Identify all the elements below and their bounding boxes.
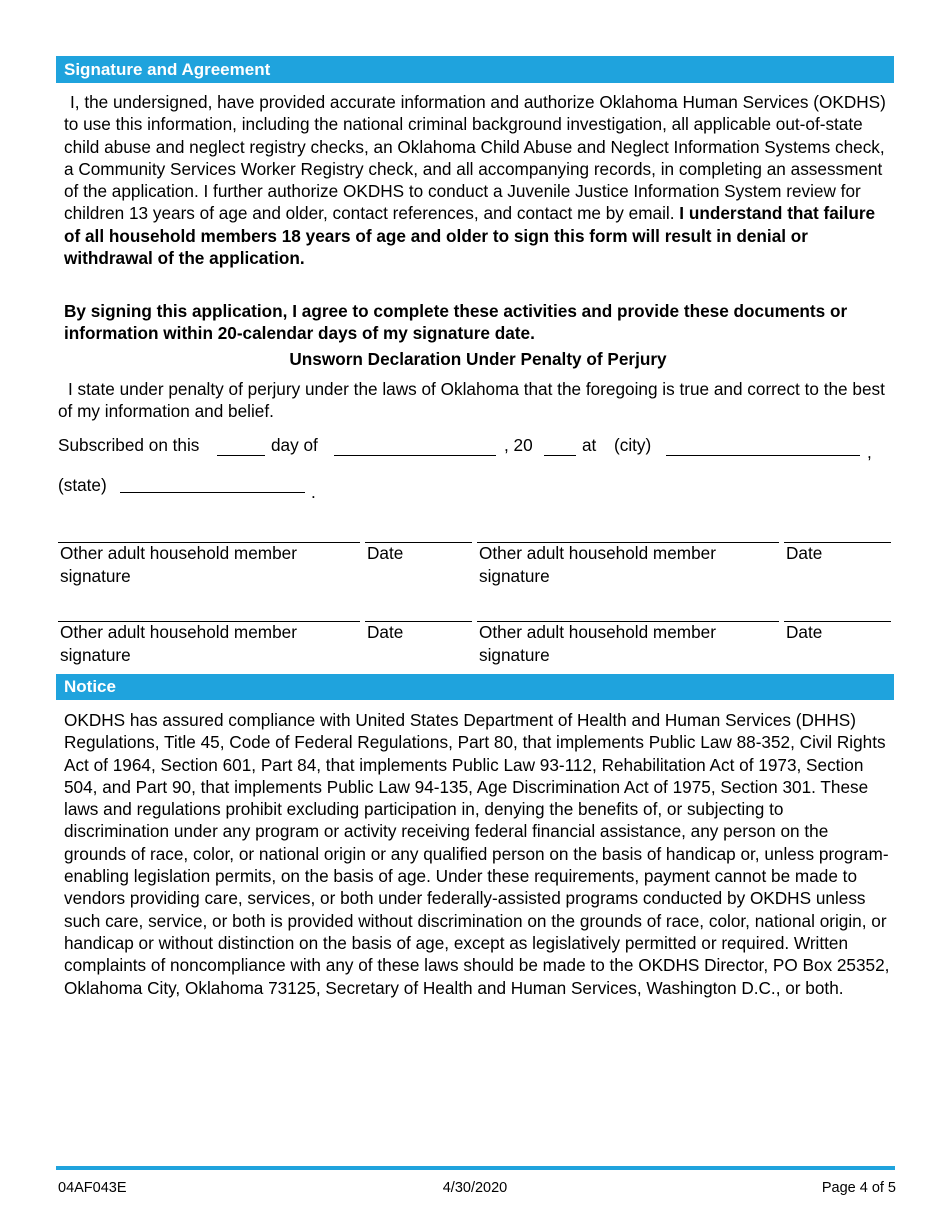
date-label-4: Date [786, 622, 823, 642]
subscribed-label: Subscribed on this [58, 435, 200, 455]
form-date: 4/30/2020 [442, 1180, 508, 1196]
city-label: (city) [614, 435, 652, 455]
agreement-paragraph [64, 300, 894, 345]
form-number: 04AF043E [58, 1180, 127, 1196]
agreement-text: By signing this application, I agree to complete these activities and provide these documents or information within 20-calendar days of my signature date. [64, 301, 848, 344]
section-header-signature-agreement [56, 56, 894, 83]
year-field[interactable] [544, 454, 576, 456]
city-comma: , [867, 442, 872, 462]
date-label-2: Date [786, 543, 823, 563]
signature-label-3: Other adult household member signature [60, 622, 297, 665]
date-label-3: Date [367, 622, 404, 642]
state-field[interactable] [120, 491, 305, 493]
state-period: . [311, 482, 316, 502]
date-label-1: Date [367, 543, 404, 563]
year-prefix-label: , 20 [504, 435, 533, 455]
declaration-title: Unsworn Declaration Under Penalty of Perjury [289, 349, 667, 369]
section-header-notice [56, 674, 894, 700]
signature-label-2: Other adult household member signature [479, 543, 716, 586]
notice-text: OKDHS has assured compliance with United States Department of Health and Human Services (DHHS) Regulations, Title 45, Code of Federal Regulations, Part 80, that implements Public Law 88-352, Civil Rights Act of 1964, Section 601, Part 84, that implements Public Law 93-112, Rehabilitation Act of 1973, Section 504, and Part 90, that implements Public Law 94-135, Age Discrimination Act of 1975, Section 301. These laws and regulations prohibit excluding participation in, denying the benefits of, or subjecting to discrimination under any program or activity receiving federal financial assistance, any person on the grounds of race, color, or national origin or any qualified person on the basis of handicap or, unless program-enabling legislation permits, on the basis of age. Under these requirements, payment cannot be made to vendors providing care, services, or both under federally-assisted programs conducted by OKDHS unless such care, service, or both is provided without discrimination on the grounds of race, color, national origin, or handicap or without distinction on the basis of age, except as legislatively permitted or required. Written complaints of noncompliance with any of these laws should be made to the OKDHS Director, PO Box 25352, Oklahoma City, Oklahoma 73125, Secretary of Health and Human Services, Washington D.C., or both. [64, 710, 890, 998]
section-header-text: Signature and Agreement [64, 60, 271, 79]
day-field[interactable] [217, 454, 265, 456]
footer-rule [56, 1166, 895, 1170]
authorization-warning: I understand that failure of all household members 18 years of age and older to sign this form will result in denial or withdrawal of the application. [64, 203, 876, 269]
signature-label-4: Other adult household member signature [479, 622, 716, 665]
city-field[interactable] [666, 454, 860, 456]
declaration-text: I state under penalty of perjury under the laws of Oklahoma that the foregoing is true and correct to the best of my information and belief. [58, 379, 885, 422]
state-label: (state) [58, 475, 107, 495]
month-field[interactable] [334, 454, 496, 456]
page-number: Page 4 of 5 [821, 1180, 896, 1196]
notice-header-text: Notice [64, 677, 116, 696]
day-of-label: day of [271, 435, 318, 455]
at-label: at [582, 435, 597, 455]
signature-label-1: Other adult household member signature [60, 543, 297, 586]
authorization-paragraph [64, 91, 894, 269]
authorization-text: I, the undersigned, have provided accurate information and authorize Oklahoma Human Services (OKDHS) to use this information, including the national criminal background investigation, all applicable out-of-state child abuse and neglect registry checks, an Oklahoma Child Abuse and Neglect Information Systems check, a Community Services Worker Registry check, and all accompanying records, in completing an assessment of the application. I further authorize OKDHS to conduct a Juvenile Justice Information System review for children 13 years of age and older, contact references, and contact me by email. [64, 92, 886, 224]
